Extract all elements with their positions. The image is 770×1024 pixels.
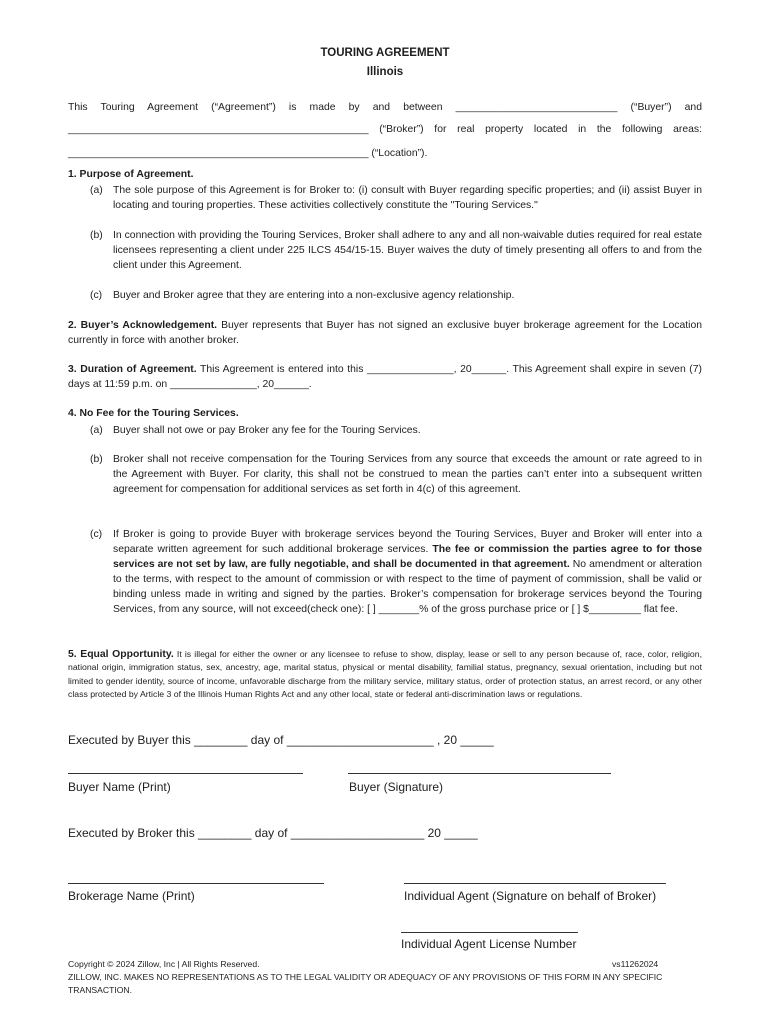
section-4a-label: (a) xyxy=(90,425,103,436)
and-text: and xyxy=(684,102,702,113)
section-4c-text xyxy=(113,527,702,617)
section-1c-label: (c) xyxy=(90,290,103,301)
section-2-text: Buyer represents that Buyer has not signed an exclusive buyer brokerage agreement for the Location currently in force with another broker. xyxy=(68,320,703,346)
section-5-heading: 5. Equal Opportunity. xyxy=(68,649,174,660)
section-3-heading: 3. Duration of Agreement. xyxy=(68,364,197,375)
location-blank[interactable]: ____________________________________________________ xyxy=(68,148,369,159)
section-4b-text: Broker shall not receive compensation for the Touring Services from any source that exceeds the amount or rate agreed to in the Agreement with Buyer. For clarity, this shall not be construed to mean the parties can’t enter into a subsequent written agreement for compensation for additional services as set forth in 4(c) of this agreement. xyxy=(113,454,702,495)
footer-version: vs11262024 xyxy=(612,959,659,969)
section-5 xyxy=(68,648,702,701)
agent-license-label: Individual Agent License Number xyxy=(401,937,577,951)
agent-signature-line[interactable] xyxy=(404,883,666,884)
section-2 xyxy=(68,318,702,348)
section-3-text: This Agreement is entered into this _______________, 20______. This Agreement shall expire in seven (7) days at 11:59 p.m. on _______________, 20______. xyxy=(68,364,702,390)
section-4c-text-2: No amendment or alteration to the terms, with respect to the amount of commission or with respect to the time of payment of commission, shall be valid or binding unless made in writing and signed by the parties. Broker’s compensation for brokerage services beyond the Touring Services, from any source, will not exceed(check one): [ ] _______% of the gross purchase price or [ ] $_________ flat fee. xyxy=(113,559,702,615)
section-1a-text: The sole purpose of this Agreement is for Broker to: (i) consult with Buyer regarding specific properties; and (ii) assist Buyer in locating and touring properties. These activities collectively constitute the "Touring Services." xyxy=(113,185,702,211)
buyer-label: (“Buyer”) xyxy=(630,102,672,113)
footer-copyright: Copyright © 2024 Zillow, Inc | All Rights Reserved. xyxy=(68,959,260,969)
intro-line-3 xyxy=(68,146,427,161)
section-4b-label: (b) xyxy=(90,454,103,465)
intro-line-1 xyxy=(68,102,702,113)
buyer-name-label: Buyer Name (Print) xyxy=(68,780,171,794)
executed-by-broker[interactable]: Executed by Broker this ________ day of ____________________ 20 _____ xyxy=(68,826,478,840)
agent-signature-label: Individual Agent (Signature on behalf of Broker) xyxy=(404,889,657,903)
section-5-text: It is illegal for either the owner or any licensee to refuse to show, display, lease or sell to any person because of, race, color, religion, national origin, immigration status, sex, ancestry, age, marital status, physical or mental disability, familial status, pregnancy, sexual orientation, including but not limited to gender identity, source of income, unfavorable discharge from the military service, military status, order of protection status, an arrest record, or any other class protected by Article 3 of the Illinois Human Rights Act and any other local, state or federal anti-discrimination laws or regulations. xyxy=(68,649,702,699)
brokerage-name-line[interactable] xyxy=(68,883,324,884)
broker-blank[interactable]: ____________________________________________________ xyxy=(68,124,369,135)
buyer-signature-label: Buyer (Signature) xyxy=(349,780,444,794)
intro-line-2 xyxy=(68,124,702,135)
broker-text: (“Broker”) for real property located in the following areas: xyxy=(379,124,702,135)
section-1b-text: In connection with providing the Touring Services, Broker shall adhere to any and all non-waivable duties required for real estate licensees representing a client under 225 ILCS 454/15-15. Buyer waives the duty of timely presenting all offers to and from the client under this Agreement. xyxy=(113,230,702,271)
agent-license-line[interactable] xyxy=(401,932,578,933)
location-text: (“Location”). xyxy=(371,148,428,159)
section-3 xyxy=(68,362,702,392)
section-4-heading: 4. No Fee for the Touring Services. xyxy=(68,408,239,419)
section-4a-text: Buyer shall not owe or pay Broker any fee for the Touring Services. xyxy=(113,425,421,436)
section-1b-label: (b) xyxy=(90,230,103,241)
section-1-heading: 1. Purpose of Agreement. xyxy=(68,169,194,180)
buyer-name-line[interactable] xyxy=(68,773,303,774)
document-title: TOURING AGREEMENT xyxy=(320,47,450,59)
executed-by-buyer[interactable]: Executed by Buyer this ________ day of ______________________ , 20 _____ xyxy=(68,733,494,747)
section-1c-text: Buyer and Broker agree that they are entering into a non-exclusive agency relationship. xyxy=(113,290,515,301)
section-4c-bold: The fee or commission the parties agree to for those services are not set by law, are fully negotiable, and shall be documented in that agreement. xyxy=(113,544,703,570)
intro-text: This Touring Agreement (“Agreement”) is made by and between xyxy=(68,102,443,113)
buyer-blank[interactable]: ____________________________ xyxy=(455,102,618,113)
footer-disclaimer: ZILLOW, INC. MAKES NO REPRESENTATIONS AS TO THE LEGAL VALIDITY OR ADEQUACY OF ANY PROVISIONS OF THIS FORM IN ANY SPECIFIC TRANSACTION. xyxy=(68,972,663,995)
section-4c-label: (c) xyxy=(90,529,103,540)
section-2-heading: 2. Buyer’s Acknowledgement. xyxy=(68,320,218,331)
buyer-signature-line[interactable] xyxy=(348,773,611,774)
section-4c-text-1: If Broker is going to provide Buyer with brokerage services beyond the Touring Services, Buyer and Broker will enter into a separate written agreement for such additional brokerage services. xyxy=(113,529,702,555)
brokerage-name-label: Brokerage Name (Print) xyxy=(68,889,195,903)
document-state: Illinois xyxy=(366,66,404,78)
section-1a-label: (a) xyxy=(90,185,103,196)
